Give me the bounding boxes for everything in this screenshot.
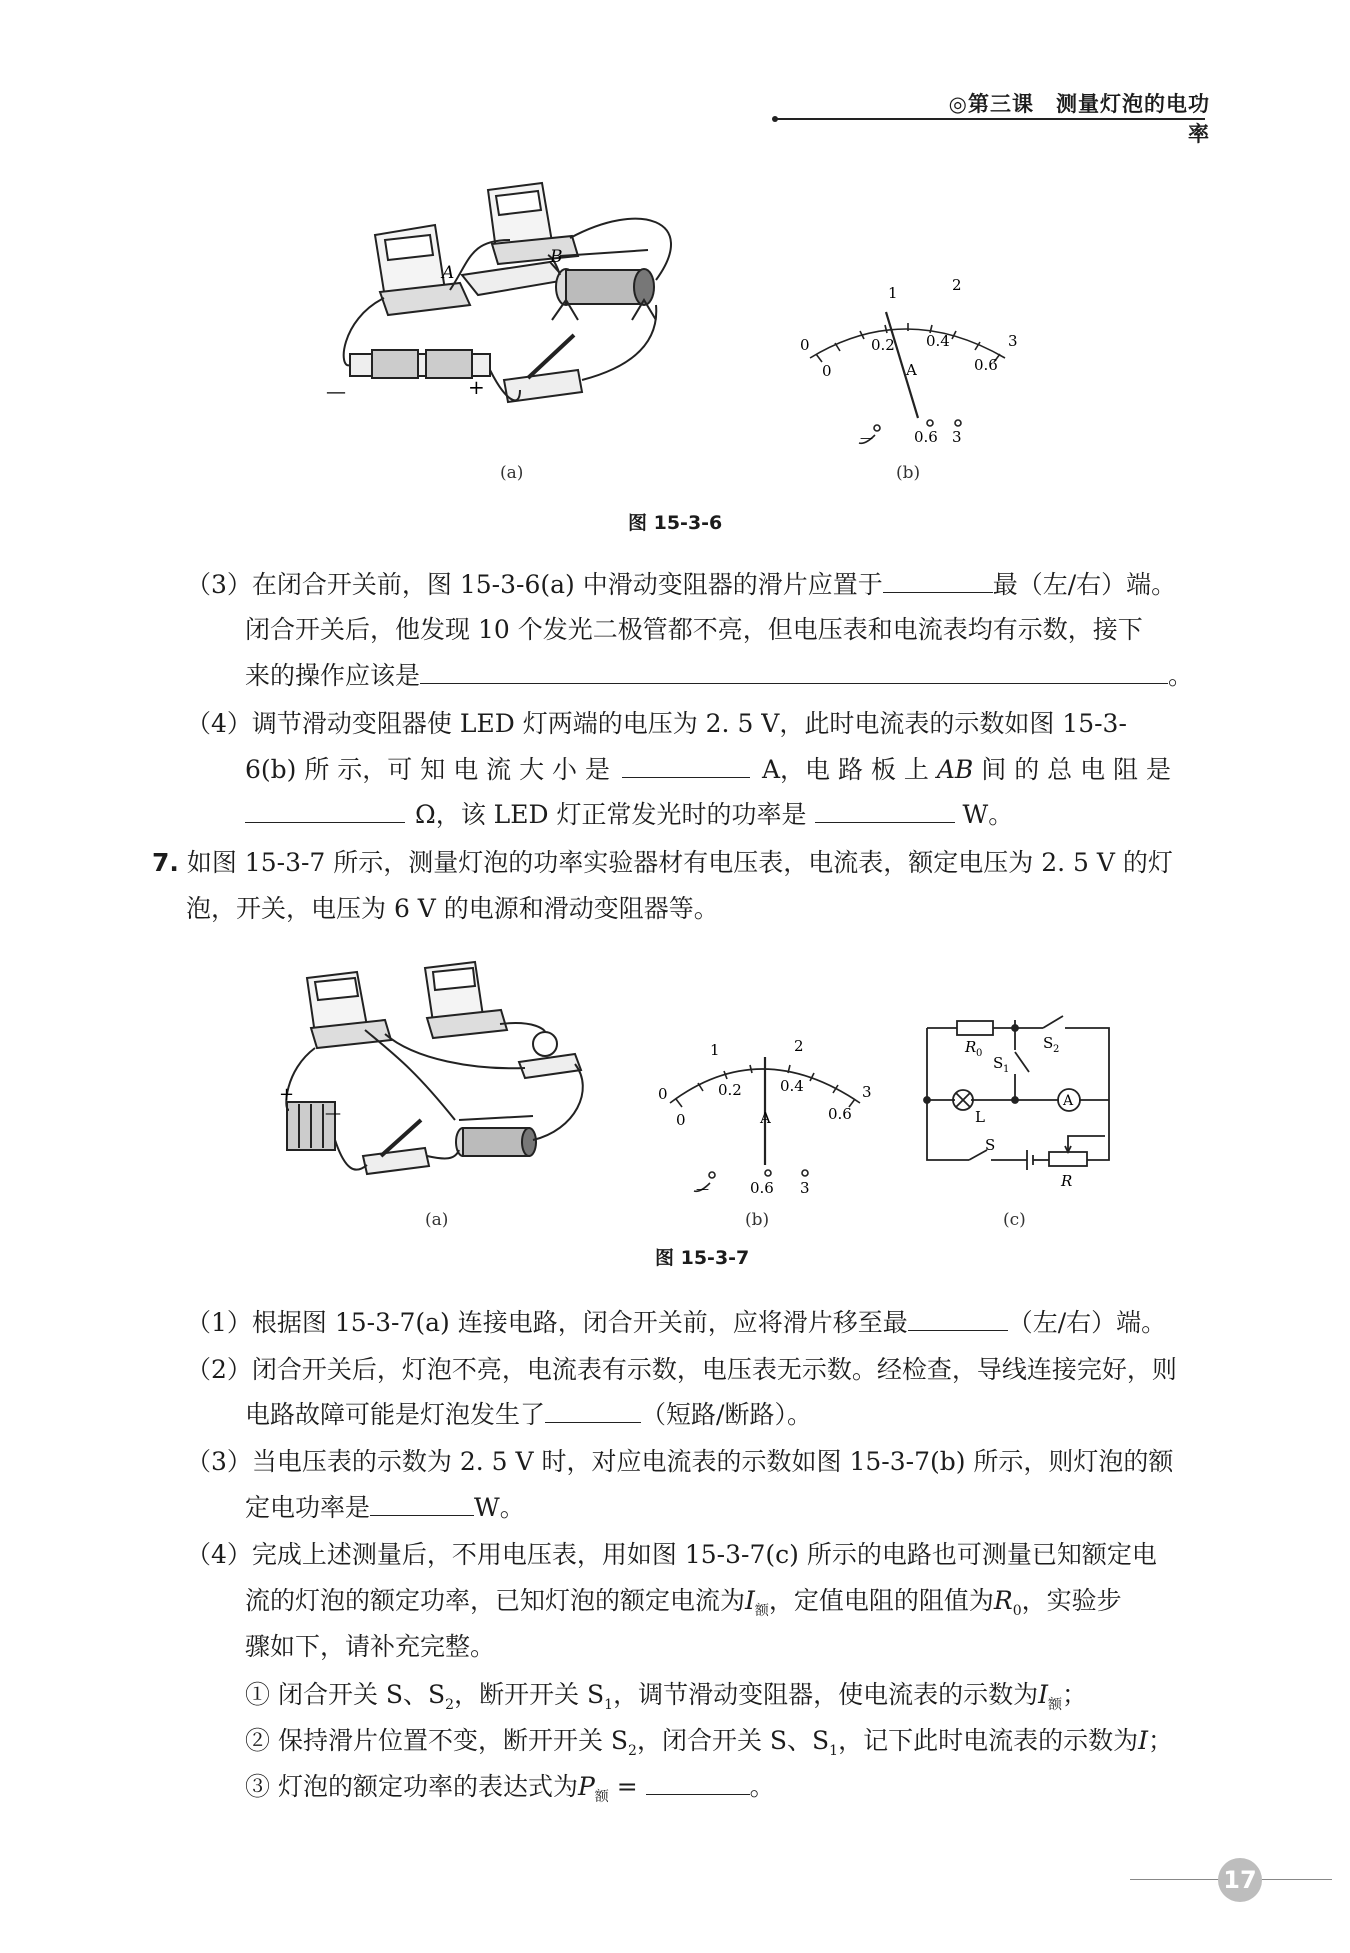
dial-bottom-02: 0.2 bbox=[871, 336, 895, 354]
fig7-subcaption-b: (b) bbox=[745, 1210, 770, 1230]
battery-plus: + bbox=[468, 375, 485, 399]
q6-p4-line2: 6(b) 所 示，可 知 电 流 大 小 是 A，电 路 板 上 AB 间 的 总 电 阻 是 bbox=[245, 755, 1171, 784]
dial-unit: A bbox=[906, 361, 917, 379]
term-3: 3 bbox=[952, 428, 962, 446]
q7-line1: 7. 如图 15-3-7 所示，测量灯泡的功率实验器材有电压表，电流表，额定电压为 2. 5 V 的灯 bbox=[152, 848, 1173, 877]
blank-q6-3a[interactable] bbox=[883, 570, 993, 593]
q7-p4-line2: 流的灯泡的额定功率，已知灯泡的额定电流为$I_额$，定值电阻的阻值为$R_0$，实验步 bbox=[245, 1586, 1122, 1619]
term-0-6: 0.6 bbox=[914, 428, 938, 446]
fig7-title: 图 15-3-7 bbox=[655, 1247, 750, 1269]
term7-0-6: 0.6 bbox=[750, 1179, 774, 1195]
dial7-bottom-04: 0.4 bbox=[780, 1077, 804, 1095]
label-ammeter: A bbox=[1063, 1093, 1074, 1109]
dial-top-0: 0 bbox=[800, 336, 810, 354]
dial-bottom-06: 0.6 bbox=[974, 356, 998, 374]
q7-p4-line1: （4）完成上述测量后，不用电压表，用如图 15-3-7(c) 所示的电路也可测量已知额定电 bbox=[186, 1540, 1157, 1569]
label-r0-sub: 0 bbox=[976, 1048, 983, 1059]
figure-15-3-6-b-dial bbox=[780, 270, 1040, 450]
dial7-top-2: 2 bbox=[794, 1037, 804, 1055]
dial7-top-1: 1 bbox=[710, 1041, 720, 1059]
label-a: A bbox=[442, 263, 455, 283]
q7-p3-line2: 定电功率是 W。 bbox=[245, 1493, 525, 1522]
q7-step1: ① 闭合开关 S、$S_2$，断开开关 $S_1$，调节滑动变阻器，使电流表的示数为$I_额$； bbox=[245, 1680, 1087, 1713]
figure-15-3-6-a-apparatus bbox=[320, 180, 740, 450]
blank-q7-4[interactable] bbox=[646, 1772, 750, 1795]
battery-minus: — bbox=[326, 379, 346, 403]
fig7-subcaption-a: (a) bbox=[425, 1210, 449, 1230]
term7-3: 3 bbox=[800, 1179, 810, 1195]
blank-q7-2[interactable] bbox=[545, 1400, 641, 1423]
dial7-unit: A bbox=[760, 1109, 771, 1127]
dial7-top-3: 3 bbox=[862, 1083, 872, 1101]
dial-bottom-04: 0.4 bbox=[926, 332, 950, 350]
dial7-bottom-02: 0.2 bbox=[718, 1081, 742, 1099]
q7-p1: （1）根据图 15-3-7(a) 连接电路，闭合开关前，应将滑片移至最 （左/右）端。 bbox=[186, 1308, 1167, 1337]
label-s1-sub: 1 bbox=[1003, 1064, 1010, 1075]
dial7-bottom-06: 0.6 bbox=[828, 1105, 852, 1123]
q7-line2: 泡，开关，电压为 6 V 的电源和滑动变阻器等。 bbox=[186, 894, 719, 923]
label-s1: S bbox=[993, 1054, 1004, 1072]
q6-p4-line3: Ω，该 LED 灯正常发光时的功率是 W。 bbox=[245, 800, 1013, 830]
dial-top-2: 2 bbox=[952, 276, 962, 294]
q7-p2-line2: 电路故障可能是灯泡发生了 （短路/断路）。 bbox=[245, 1400, 812, 1429]
q6-p4-line1: （4）调节滑动变阻器使 LED 灯两端的电压为 2. 5 V，此时电流表的示数如图 15-3- bbox=[186, 709, 1127, 738]
fig7-subcaption-c: (c) bbox=[1003, 1210, 1026, 1230]
q6-p3-line3: 来的操作应该是 。 bbox=[245, 661, 1194, 690]
fig6-subcaption-a: (a) bbox=[500, 463, 524, 483]
dial7-top-0: 0 bbox=[658, 1085, 668, 1103]
q7-step2: ② 保持滑片位置不变，断开开关 $S_2$，闭合开关 S、$S_1$，记下此时电流表的示数为I； bbox=[245, 1726, 1173, 1759]
label-s2-sub: 2 bbox=[1053, 1044, 1060, 1055]
q7-p2-line1: （2）闭合开关后，灯泡不亮，电流表有示数，电压表无示数。经检查，导线连接完好，则 bbox=[186, 1355, 1177, 1384]
page-number: 17 bbox=[1218, 1858, 1262, 1902]
blank-q6-4b[interactable] bbox=[245, 800, 405, 823]
battery-plus-7: + bbox=[279, 1084, 295, 1105]
footer-rule-left bbox=[1130, 1879, 1220, 1880]
dial-bottom-0: 0 bbox=[822, 362, 832, 380]
q6-p3-line2: 闭合开关后，他发现 10 个发光二极管都不亮，但电压表和电流表均有示数，接下 bbox=[245, 615, 1143, 644]
footer-rule-right bbox=[1262, 1879, 1332, 1880]
figure-15-3-7-c-circuit bbox=[915, 1010, 1130, 1200]
label-b: B bbox=[550, 247, 563, 267]
label-s2: S bbox=[1043, 1034, 1054, 1052]
label-r0: R bbox=[965, 1038, 977, 1056]
blank-q6-4a[interactable] bbox=[622, 755, 750, 778]
figure-15-3-7-b-dial bbox=[640, 1015, 890, 1195]
blank-q6-3b[interactable] bbox=[420, 661, 1168, 684]
q7-step3: ③ 灯泡的额定功率的表达式为$P_额$ = 。 bbox=[245, 1772, 775, 1805]
dial-top-1: 1 bbox=[888, 284, 898, 302]
blank-q6-4c[interactable] bbox=[815, 800, 955, 823]
term-minus: — bbox=[860, 431, 873, 446]
battery-minus-7: — bbox=[325, 1103, 341, 1122]
figure-15-3-7-a-apparatus bbox=[275, 960, 605, 1190]
header-rule bbox=[775, 118, 1205, 120]
fig6-subcaption-b: (b) bbox=[896, 463, 921, 483]
q7-p3-line1: （3）当电压表的示数为 2. 5 V 时，对应电流表的示数如图 15-3-7(b) 所示，则灯泡的额 bbox=[186, 1447, 1174, 1476]
fig6-title: 图 15-3-6 bbox=[628, 512, 723, 534]
q6-p3-line1: （3）在闭合开关前，图 15-3-6(a) 中滑动变阻器的滑片应置于 最（左/右）端。 bbox=[186, 570, 1177, 599]
q7-p4-line3: 骤如下，请补充完整。 bbox=[245, 1632, 496, 1661]
label-r: R bbox=[1061, 1172, 1073, 1190]
label-l: L bbox=[975, 1108, 985, 1126]
label-s: S bbox=[985, 1136, 996, 1154]
dial-top-3: 3 bbox=[1008, 332, 1018, 350]
blank-q7-1[interactable] bbox=[908, 1308, 1008, 1331]
dial7-bottom-0: 0 bbox=[676, 1111, 686, 1129]
term7-minus: — bbox=[696, 1182, 709, 1195]
blank-q7-3[interactable] bbox=[370, 1493, 474, 1516]
chapter-header: ◎第三课 测量灯泡的电功率 bbox=[948, 92, 1210, 146]
